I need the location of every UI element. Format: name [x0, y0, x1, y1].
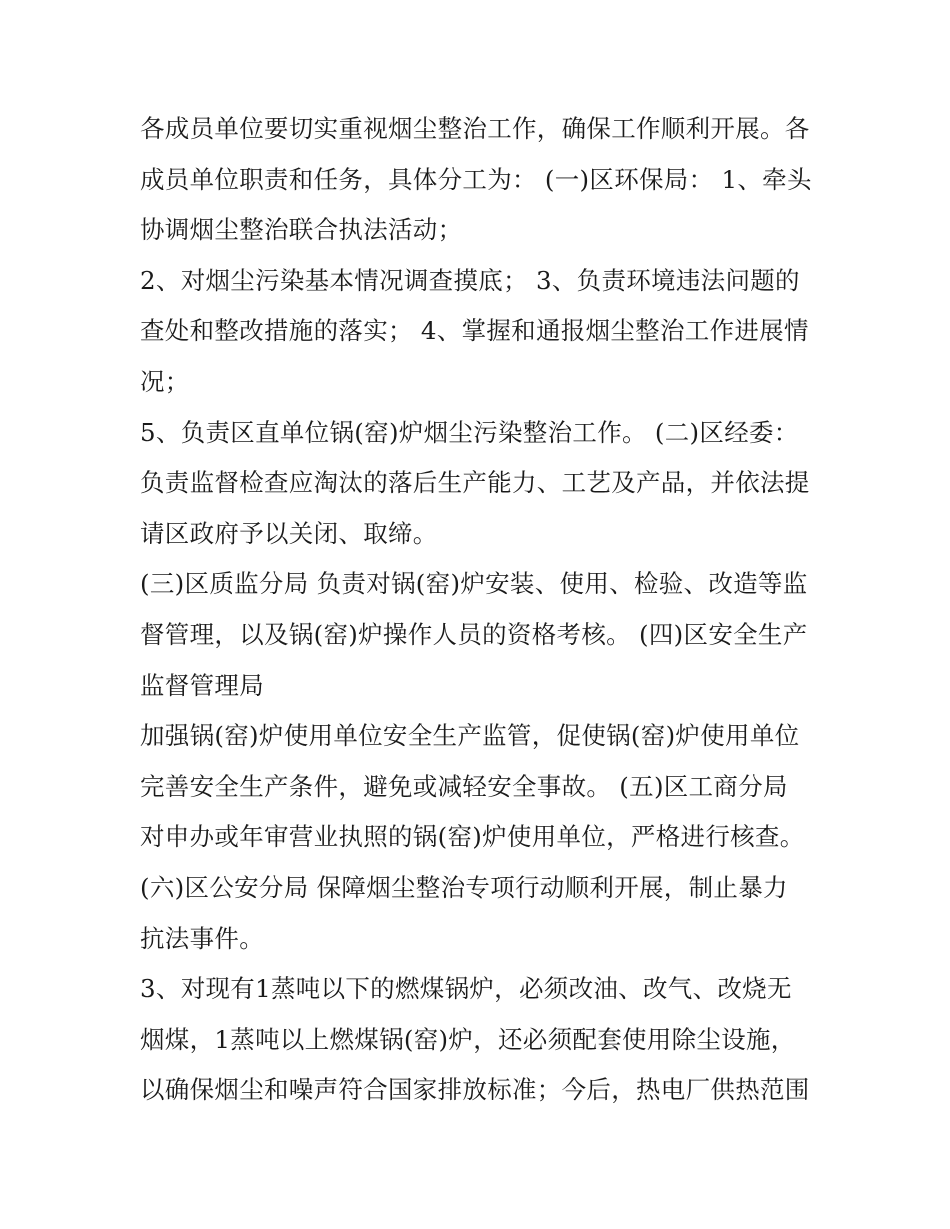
text-line: 协调烟尘整治联合执法活动；	[140, 215, 463, 245]
text-line: 完善安全生产条件，避免或减轻安全事故。 (五)区工商分局	[140, 771, 788, 801]
text-line: 监督管理局	[140, 670, 264, 700]
text-line: 负责监督检查应淘汰的落后生产能力、工艺及产品，并依法提	[140, 468, 810, 498]
text-line: 以确保烟尘和噪声符合国家排放标准；今后，热电厂供热范围	[140, 1075, 810, 1105]
text-line: 查处和整改措施的落实； 4、掌握和通报烟尘整治工作进展情	[140, 316, 809, 346]
text-line: 对申办或年审营业执照的锅(窑)炉使用单位，严格进行核查。	[140, 822, 805, 852]
text-line: 成员单位职责和任务，具体分工为： (一)区环保局： 1、牵头	[140, 164, 812, 194]
document-body	[140, 104, 820, 1116]
text-line: 况；	[140, 366, 190, 396]
text-line: 督管理，以及锅(窑)炉操作人员的资格考核。 (四)区安全生产	[140, 619, 808, 649]
text-line: 加强锅(窑)炉使用单位安全生产监管，促使锅(窑)炉使用单位	[140, 721, 800, 751]
text-line: 请区政府予以关闭、取缔。	[140, 518, 438, 548]
text-line: 烟煤，1蒸吨以上燃煤锅(窑)炉，还必须配套使用除尘设施，	[140, 1024, 796, 1054]
text-line: 3、对现有1蒸吨以下的燃煤锅炉，必须改油、改气、改烧无	[140, 974, 792, 1004]
text-line: 2、对烟尘污染基本情况调查摸底； 3、负责环境违法问题的	[140, 265, 800, 295]
text-line: 5、负责区直单位锅(窑)炉烟尘污染整治工作。 (二)区经委：	[140, 417, 799, 447]
text-line: 各成员单位要切实重视烟尘整治工作，确保工作顺利开展。各	[140, 114, 810, 143]
text-line: (三)区质监分局 负责对锅(窑)炉安装、使用、检验、改造等监	[140, 569, 808, 599]
text-line: 抗法事件。	[140, 923, 264, 953]
text-line: (六)区公安分局 保障烟尘整治专项行动顺利开展，制止暴力	[140, 872, 788, 902]
